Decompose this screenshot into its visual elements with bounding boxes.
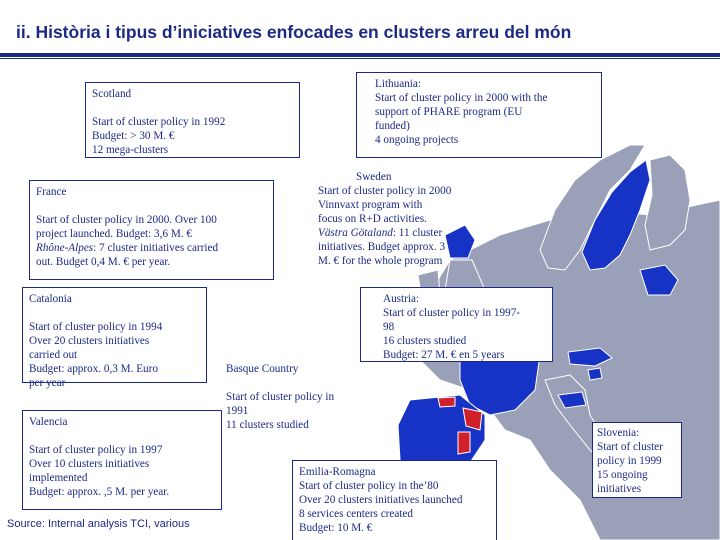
- vastra-gotaland-text: : 11 cluster: [392, 227, 443, 239]
- rhone-alpes-text: : 7 cluster initiatives carried: [93, 242, 219, 254]
- sweden-line: Vinnvaxt program with: [318, 199, 423, 211]
- slovenia-box: [592, 422, 682, 498]
- catalonia-line: per year: [29, 377, 66, 389]
- austria-heading: Austria:: [383, 293, 420, 305]
- vastra-gotaland-label: Västra Götaland: [318, 227, 393, 239]
- austria-line: Start of cluster policy in 1997-: [383, 307, 521, 319]
- basque-label: [226, 362, 334, 432]
- slide-title: ii. Història i tipus d’iniciatives enfocades en clusters arreu del món: [16, 22, 572, 42]
- sweden-heading: Sweden: [356, 171, 392, 183]
- scotland-box: [85, 82, 300, 158]
- valencia-shape: [458, 432, 470, 454]
- rhone-alpes-label: Rhône-Alpes: [36, 242, 94, 254]
- emilia-line: Start of cluster policy in the’80: [299, 480, 439, 492]
- slovenia-line: policy in 1999: [597, 455, 662, 467]
- sweden-line-vastra: [318, 226, 451, 240]
- valencia-line: Over 10 clusters initiatives: [29, 458, 150, 470]
- valencia-line: Start of cluster policy in 1997: [29, 444, 163, 456]
- emilia-line: Over 20 clusters initiatives launched: [299, 494, 463, 506]
- france-line: out. Budget 0,4 M. € per year.: [36, 256, 171, 268]
- valencia-line: implemented: [29, 472, 88, 484]
- austria-box: [360, 287, 553, 362]
- france-heading: France: [36, 186, 67, 198]
- emilia-line: 8 services centers created: [299, 508, 413, 520]
- sweden-line: M. € for the whole program: [318, 255, 443, 267]
- lithuania-box: [356, 72, 602, 158]
- slovenia-heading: Slovenia:: [597, 427, 640, 439]
- catalonia-line: carried out: [29, 349, 78, 361]
- basque-line: Start of cluster policy in: [226, 391, 335, 403]
- sweden-label: [318, 170, 451, 268]
- emilia-heading: Emilia-Romagna: [299, 466, 376, 478]
- austria-line: 98: [383, 321, 395, 333]
- catalonia-line: Over 20 clusters initiatives: [29, 335, 150, 347]
- lithuania-line: 4 ongoing projects: [375, 134, 459, 146]
- basque-line: 11 clusters studied: [226, 419, 309, 431]
- austria-line: 16 clusters studied: [383, 335, 467, 347]
- slovenia-line: Start of cluster: [597, 441, 663, 453]
- scotland-heading: Scotland: [92, 88, 132, 100]
- slovenia-line: initiatives: [597, 483, 642, 495]
- lithuania-line: support of PHARE program (EU: [375, 106, 523, 118]
- basque-line: 1991: [226, 405, 249, 417]
- france-line: project launched. Budget: 3,6 M. €: [36, 228, 192, 240]
- valencia-line: Budget: approx. ,5 M. per year.: [29, 486, 170, 498]
- emilia-box: [292, 460, 497, 540]
- valencia-heading: Valencia: [29, 416, 68, 428]
- catalonia-heading: Catalonia: [29, 293, 72, 305]
- france-box: [29, 180, 274, 280]
- sweden-line: Start of cluster policy in 2000: [318, 185, 452, 197]
- emilia-line: Budget: 10 M. €: [299, 522, 373, 534]
- lithuania-line: Start of cluster policy in 2000 with the: [375, 92, 548, 104]
- catalonia-line: Budget: approx. 0,3 M. Euro: [29, 363, 158, 375]
- france-line: Start of cluster policy in 2000. Over 100: [36, 214, 217, 226]
- slovenia-shape: [588, 368, 602, 380]
- catalonia-line: Start of cluster policy in 1994: [29, 321, 163, 333]
- scotland-line: 12 mega-clusters: [92, 144, 169, 156]
- sweden-line: initiatives. Budget approx. 3: [318, 241, 446, 253]
- title-rule-thin: [0, 58, 720, 59]
- france-line-rhone: [36, 241, 267, 255]
- basque-country-shape: [438, 397, 455, 407]
- sweden-line: focus on R+D activities.: [318, 213, 427, 225]
- title-rule: [0, 53, 720, 57]
- valencia-box: [22, 410, 222, 510]
- scotland-line: Budget: > 30 M. €: [92, 130, 175, 142]
- lithuania-heading: Lithuania:: [375, 78, 421, 90]
- scotland-line: Start of cluster policy in 1992: [92, 116, 226, 128]
- basque-heading: Basque Country: [226, 363, 299, 375]
- lithuania-line: funded): [375, 120, 410, 132]
- catalonia-box: [22, 287, 207, 389]
- source-note: Source: Internal analysis TCI, various: [7, 518, 190, 530]
- austria-line: Budget: 27 M. € en 5 years: [383, 349, 505, 361]
- slovenia-line: 15 ongoing: [597, 469, 648, 481]
